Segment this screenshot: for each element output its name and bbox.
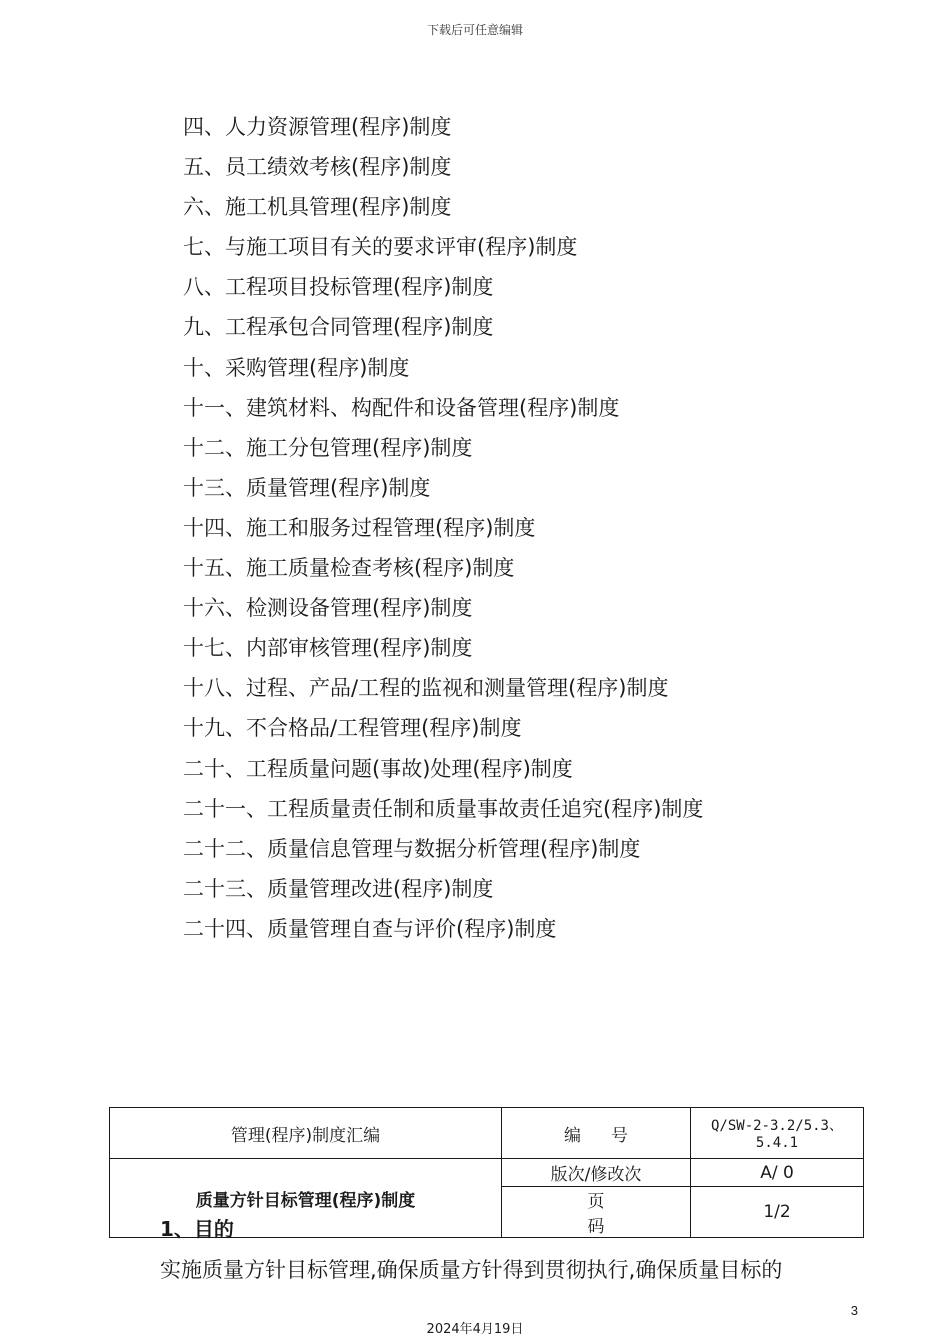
- toc-item: 八、工程项目投标管理(程序)制度: [183, 275, 494, 300]
- number-value: Q/SW-2-3.2/5.3、5.4.1: [691, 1108, 864, 1159]
- toc-item: 二十、工程质量问题(事故)处理(程序)制度: [183, 756, 573, 781]
- toc-item: 五、员工绩效考核(程序)制度: [183, 155, 452, 180]
- toc-item: 十五、施工质量检查考核(程序)制度: [183, 556, 515, 581]
- toc-item: 十六、检测设备管理(程序)制度: [183, 596, 473, 621]
- section-heading: 1、目的: [160, 1217, 234, 1241]
- toc-item: 二十二、质量信息管理与数据分析管理(程序)制度: [183, 836, 641, 861]
- revision-label: 版次/修改次: [502, 1159, 691, 1187]
- toc-item: 四、人力资源管理(程序)制度: [183, 115, 452, 139]
- toc-item: 二十四、质量管理自查与评价(程序)制度: [183, 916, 557, 941]
- header-note: 下载后可任意编辑: [426, 23, 523, 37]
- toc-item: 十、采购管理(程序)制度: [183, 355, 410, 380]
- toc-item: 二十一、工程质量责任制和质量事故责任追究(程序)制度: [183, 796, 704, 821]
- toc-item: 二十三、质量管理改进(程序)制度: [183, 876, 494, 901]
- revision-value: A/ 0: [691, 1159, 864, 1187]
- toc-item: 六、施工机具管理(程序)制度: [183, 195, 452, 220]
- toc-item: 十四、施工和服务过程管理(程序)制度: [183, 515, 536, 540]
- toc-item: 十八、过程、产品/工程的监视和测量管理(程序)制度: [183, 676, 669, 701]
- number-label: 编号: [502, 1108, 691, 1159]
- table-of-contents: [183, 107, 703, 949]
- toc-item: 九、工程承包合同管理(程序)制度: [183, 315, 494, 340]
- page-number: 3: [850, 1303, 858, 1318]
- toc-item: 十二、施工分包管理(程序)制度: [183, 435, 473, 460]
- toc-item: 十九、不合格品/工程管理(程序)制度: [183, 716, 522, 741]
- page-label: 页码: [502, 1187, 691, 1238]
- footer-date: 2024年4月19日: [426, 1322, 524, 1337]
- page-value: 1/2: [691, 1187, 864, 1238]
- toc-item: 十七、内部审核管理(程序)制度: [183, 636, 473, 661]
- compilation-title: 管理(程序)制度汇编: [110, 1108, 502, 1159]
- toc-item: 十一、建筑材料、构配件和设备管理(程序)制度: [183, 395, 620, 420]
- section-body-text: 实施质量方针目标管理,确保质量方针得到贯彻执行,确保质量目标的: [160, 1258, 783, 1282]
- toc-item: 七、与施工项目有关的要求评审(程序)制度: [183, 235, 578, 260]
- document-title: 质量方针目标管理(程序)制度: [110, 1159, 502, 1238]
- toc-item: 十三、质量管理(程序)制度: [183, 475, 431, 500]
